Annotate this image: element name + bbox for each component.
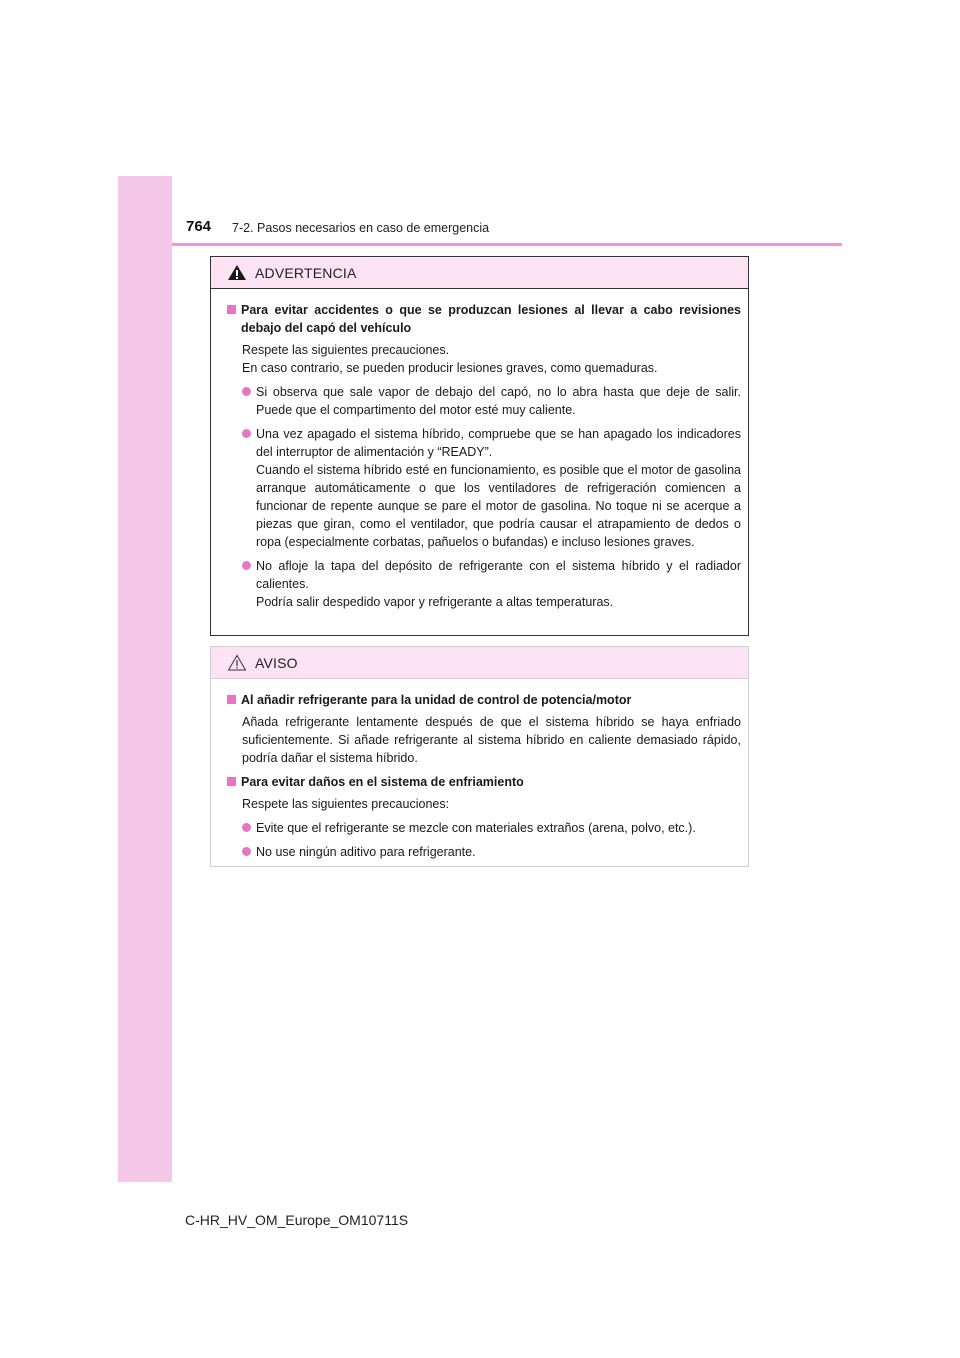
round-bullet-icon [242, 823, 251, 832]
round-bullet-icon [242, 429, 251, 438]
notice-text-1: Añada refrigerante lentamente después de que el sistema híbrido se haya enfriado suficientemente. Si añade refrigerante al sistema híbrido en caliente demasiado rápido, podría dañar el sistema híbrido. [242, 715, 741, 765]
caution-triangle-outline-icon [227, 654, 247, 671]
notice-title: AVISO [255, 654, 298, 671]
notice-heading-1: Al añadir refrigerante para la unidad de control de potencia/motor [227, 691, 741, 709]
header-rule [172, 243, 842, 246]
side-tab-band [118, 176, 172, 1182]
notice-bullet-1: Evite que el refrigerante se mezcle con materiales extraños (arena, polvo, etc.). [227, 819, 741, 837]
notice-heading-2: Para evitar daños en el sistema de enfriamiento [227, 773, 741, 791]
square-bullet-icon [227, 305, 236, 314]
round-bullet-icon [242, 387, 251, 396]
notice-text-2: Respete las siguientes precauciones: [242, 797, 450, 811]
square-bullet-icon [227, 777, 236, 786]
warning-box [210, 256, 749, 636]
warning-bullet-1: Si observa que sale vapor de debajo del capó, no lo abra hasta que deje de salir. Puede que el compartimento del motor esté muy caliente. [227, 383, 741, 419]
square-bullet-icon [227, 695, 236, 704]
page-number: 764 [186, 218, 212, 235]
notice-bullet-2: No use ningún aditivo para refrigerante. [227, 843, 741, 861]
notice-body [211, 679, 748, 861]
section-title: 7-2. Pasos necesarios en caso de emergencia [232, 221, 490, 235]
warning-body [211, 289, 748, 611]
notice-box-header [211, 647, 748, 679]
warning-bullet-2: Una vez apagado el sistema híbrido, compruebe que se han apagado los indicadores del interruptor de alimentación y “READY”. Cuando el sistema híbrido esté en funcionamiento, es posible que el motor de gasolina arranque automáticamente o que los ventiladores de refrigeración comiencen a funcionar de repente aunque se pare el motor de gasolina. No toque ni se acerque a piezas que giran, como el ventilador, que podría causar el atrapamiento de dedos o ropa (especialmente corbatas, pañuelos o bufandas) e incluso lesiones graves. [227, 425, 741, 551]
warning-heading: Para evitar accidentes o que se produzcan lesiones al llevar a cabo revisiones debajo del capó del vehículo [227, 301, 741, 337]
round-bullet-icon [242, 561, 251, 570]
warning-triangle-icon [227, 264, 247, 281]
warning-intro: Respete las siguientes precauciones. En caso contrario, se pueden producir lesiones graves, como quemaduras. [242, 343, 658, 375]
warning-bullet-3: No afloje la tapa del depósito de refrigerante con el sistema híbrido y el radiador calientes. Podría salir despedido vapor y refrigerante a altas temperaturas. [227, 557, 741, 611]
document-code: C-HR_HV_OM_Europe_OM10711S [185, 1212, 409, 1228]
notice-box [210, 646, 749, 867]
warning-box-header [211, 257, 748, 289]
round-bullet-icon [242, 847, 251, 856]
warning-title: ADVERTENCIA [255, 264, 357, 281]
